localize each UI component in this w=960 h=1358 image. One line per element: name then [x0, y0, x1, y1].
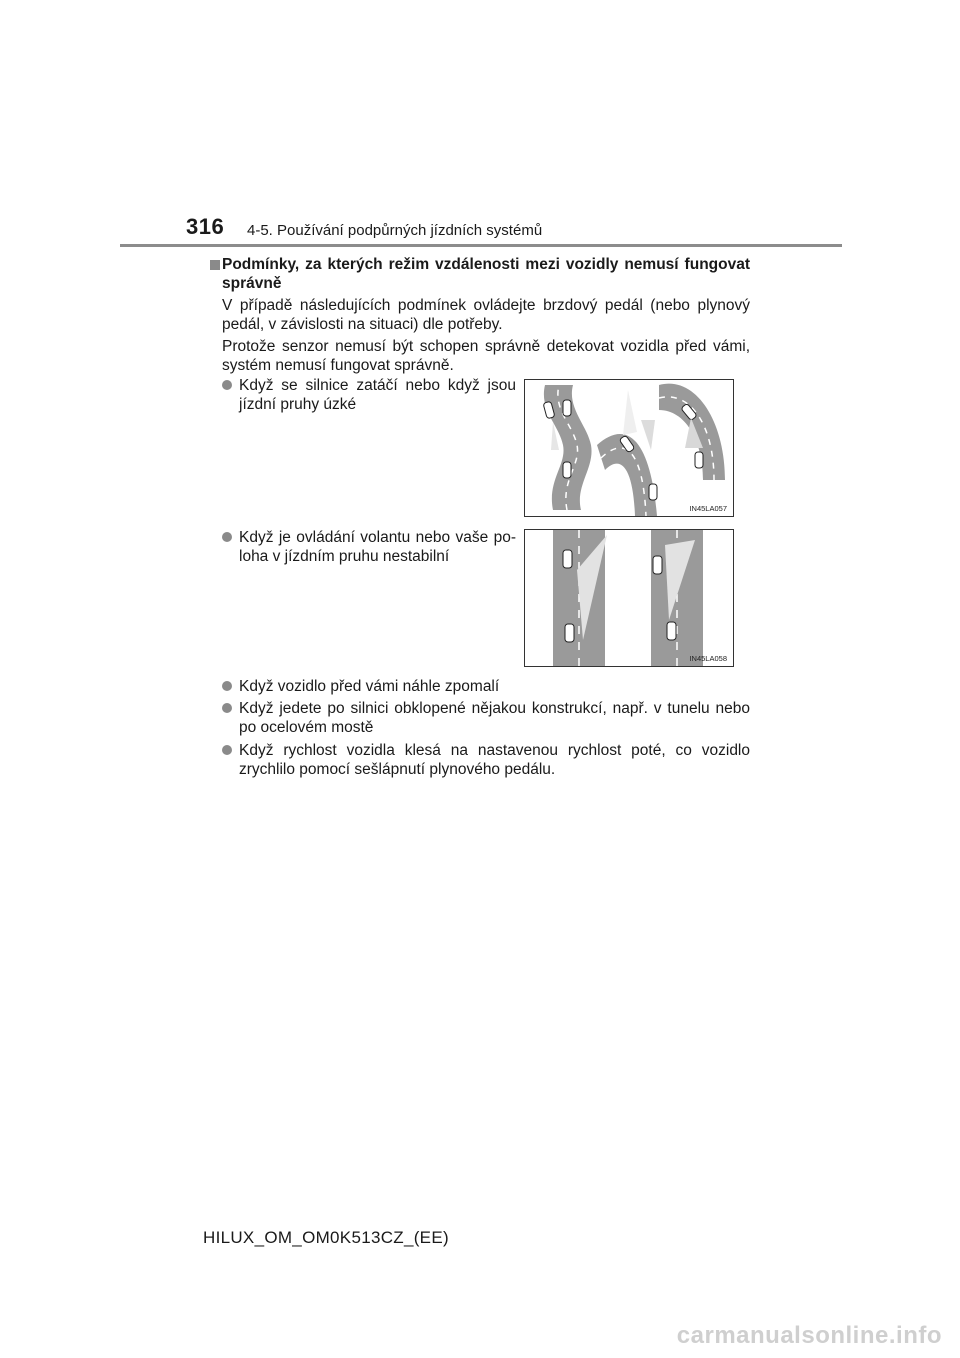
paragraph: V případě následujících podmínek ovládejte brzdový pedál (nebo plynový pedál, v závislosti na situaci) dle potřeby.: [222, 297, 750, 333]
curved-road-illustration: [525, 380, 733, 516]
list-item-text: Když jedete po silnici obklopené nějakou konstrukcí, např. v tunelu nebo po ocelovém mostě: [239, 700, 750, 736]
list-item: [222, 376, 516, 414]
subsection-heading: [210, 255, 750, 293]
header-rule: [120, 244, 842, 247]
bullet-dot-icon: [222, 681, 232, 691]
document-code-footer: HILUX_OM_OM0K513CZ_(EE): [203, 1228, 449, 1247]
figure-straight-road: [524, 529, 734, 667]
section-title: 4-5. Používání podpůrných jízdních systémů: [247, 222, 543, 239]
list-item-text: Když je ovládání volantu nebo vaše po-loha v jízdním pruhu nestabilní: [239, 529, 516, 565]
list-item: [222, 699, 750, 737]
list-item: [222, 528, 516, 566]
list-item-text: Když vozidlo před vámi náhle zpomalí: [239, 678, 500, 695]
bullet-dot-icon: [222, 380, 232, 390]
bullet-dot-icon: [222, 745, 232, 755]
page-number: 316: [186, 214, 225, 239]
paragraph: Protože senzor nemusí být schopen správně detekovat vozidla před vámi, systém nemusí fungovat správně.: [222, 338, 750, 374]
list-item-text: Když rychlost vozidla klesá na nastavenou rychlost poté, co vozidlo zrychlilo pomocí sešlápnutí plynového pedálu.: [239, 742, 750, 778]
heading-text: Podmínky, za kterých režim vzdálenosti mezi vozidly nemusí fungovat správně: [222, 256, 750, 292]
figure-code: IN45LA057: [689, 504, 727, 513]
figure-curved-road: [524, 379, 734, 517]
straight-road-illustration: [525, 530, 733, 666]
watermark: carmanualsonline.info: [676, 1322, 942, 1349]
bullet-dot-icon: [222, 703, 232, 713]
list-item: [222, 677, 750, 696]
bullet-dot-icon: [222, 532, 232, 542]
list-item: [222, 741, 750, 779]
list-item-text: Když se silnice zatáčí nebo když jsou jízdní pruhy úzké: [239, 377, 516, 413]
figure-code: IN45LA058: [689, 654, 727, 663]
square-bullet-icon: [210, 260, 220, 270]
